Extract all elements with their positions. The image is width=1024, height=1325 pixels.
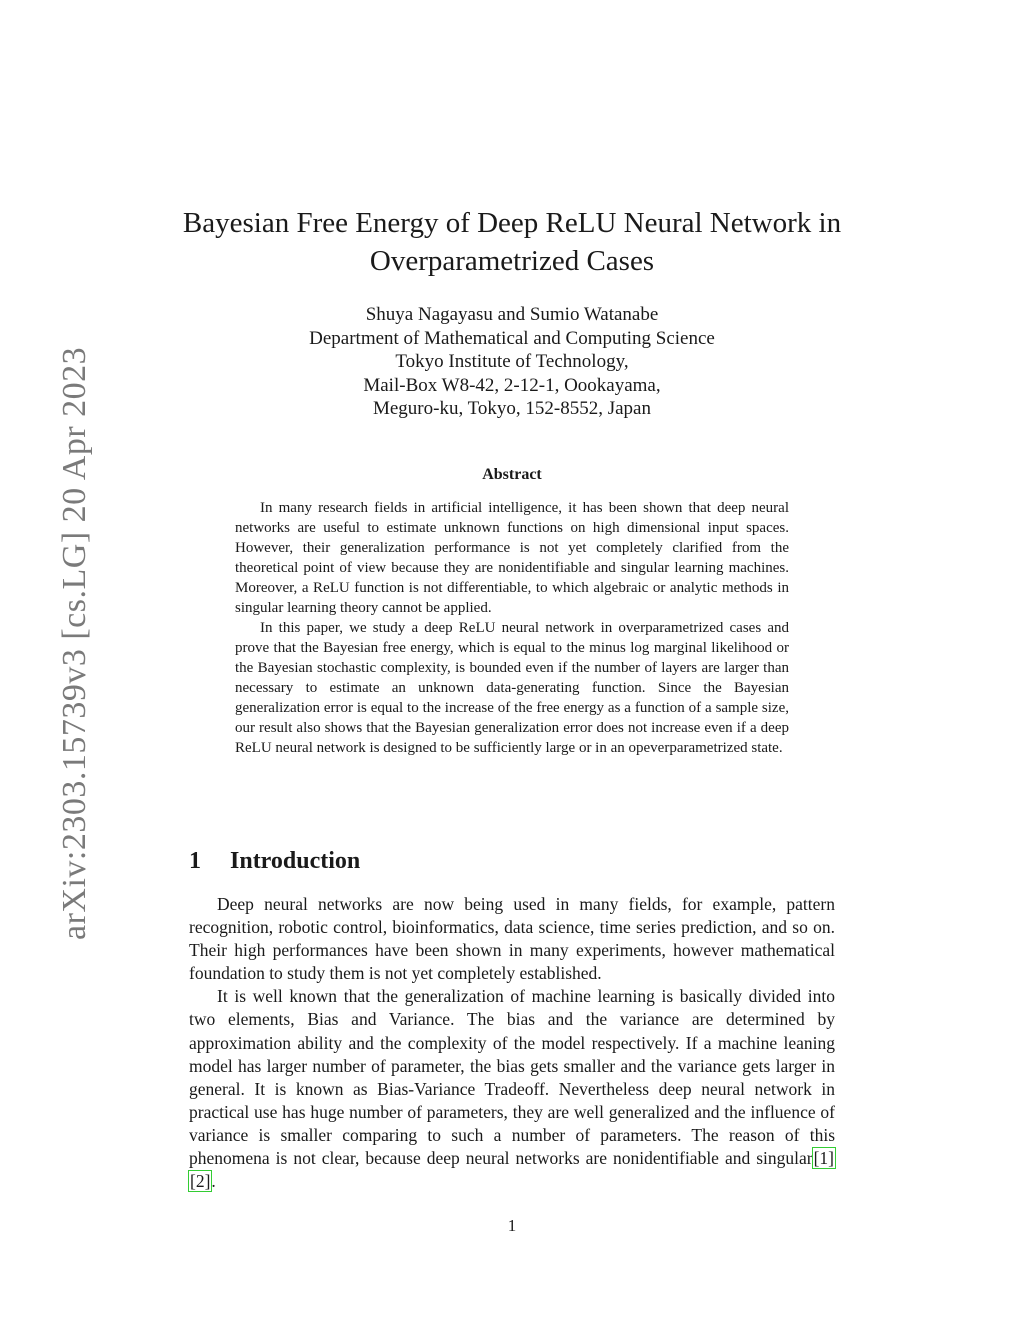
abstract-heading: Abstract — [482, 466, 542, 483]
abstract-paragraph: In this paper, we study a deep ReLU neural network in overparametrized cases and prove that the Bayesian free energy, which is equal to the minus log marginal likelihood or the Bayesian stochastic complexity, is bounded even if the number of layers are larger than necessary to estimate an unknown data-generating function. Since the Bayesian generalization error is equal to the increase of the free energy as a function of a sample size, our result also shows that the Bayesian generalization error does not increase even if a deep ReLU neural network is designed to be sufficiently large or in an opeverparametrized state. — [235, 620, 789, 756]
body-paragraph-text: It is well known that the generalization of machine learning is basically divided into two elements, Bias and Variance. The bias and the variance are determined by approximation ability and the complexity of the model respectively. If a machine leaning model has larger number of parameter, the bias gets smaller and the variance gets larger in general. It is known as Bias-Variance Tradeoff. Nevertheless deep neural network in practical use has huge number of parameters, they are well generalized and the influence of variance is smaller comparing to such a number of parameters. The reason of this phenomena is not clear, because deep neural networks are nonidentifiable and singular — [189, 986, 835, 1169]
section-heading-introduction — [189, 848, 360, 875]
page-number: 1 — [507, 1216, 517, 1235]
abstract-paragraph: In many research fields in artificial intelligence, it has been shown that deep neural networks are useful to estimate unknown functions on high dimensional input spaces. However, their generalization performance is not yet completely clarified from the theoretical point of view because they are nonidentifiable and singular learning machines. Moreover, a ReLU function is not differentiable, to which algebraic or analytic methods in singular learning theory cannot be applied. — [235, 500, 789, 616]
affiliation-address-line2: Meguro-ku, Tokyo, 152-8552, Japan — [372, 398, 651, 419]
arxiv-identifier-stamp[interactable]: arXiv:2303.15739v3 [cs.LG] 20 Apr 2023 — [56, 346, 93, 940]
section-title: Introduction — [230, 848, 361, 874]
sentence-end: . — [211, 1171, 216, 1192]
affiliation-department: Department of Mathematical and Computing Science — [309, 327, 715, 349]
body-paragraph: Deep neural networks are now being used in many fields, for example, pattern recognition, robotic control, bioinformatics, data science, time series prediction, and so on. Their high performances have been shown in many experiments, however mathematical foundation to study them is not yet completely established. — [189, 894, 835, 984]
section-body — [189, 893, 835, 1193]
citation-link-1[interactable]: [1] — [813, 1148, 834, 1169]
affiliation-address-line1: Mail-Box W8-42, 2-12-1, Oookayama, — [363, 374, 661, 396]
author-block — [150, 303, 874, 421]
body-paragraph — [189, 985, 835, 1193]
affiliation-institute: Tokyo Institute of Technology, — [395, 351, 629, 372]
citation-link-2[interactable]: [2] — [190, 1171, 211, 1192]
paper-title: Bayesian Free Energy of Deep ReLU Neural Network in Overparametrized Cases — [182, 207, 842, 277]
authors: Shuya Nagayasu and Sumio Watanabe — [365, 304, 659, 325]
section-number: 1 — [189, 848, 201, 874]
abstract-body — [235, 498, 789, 758]
